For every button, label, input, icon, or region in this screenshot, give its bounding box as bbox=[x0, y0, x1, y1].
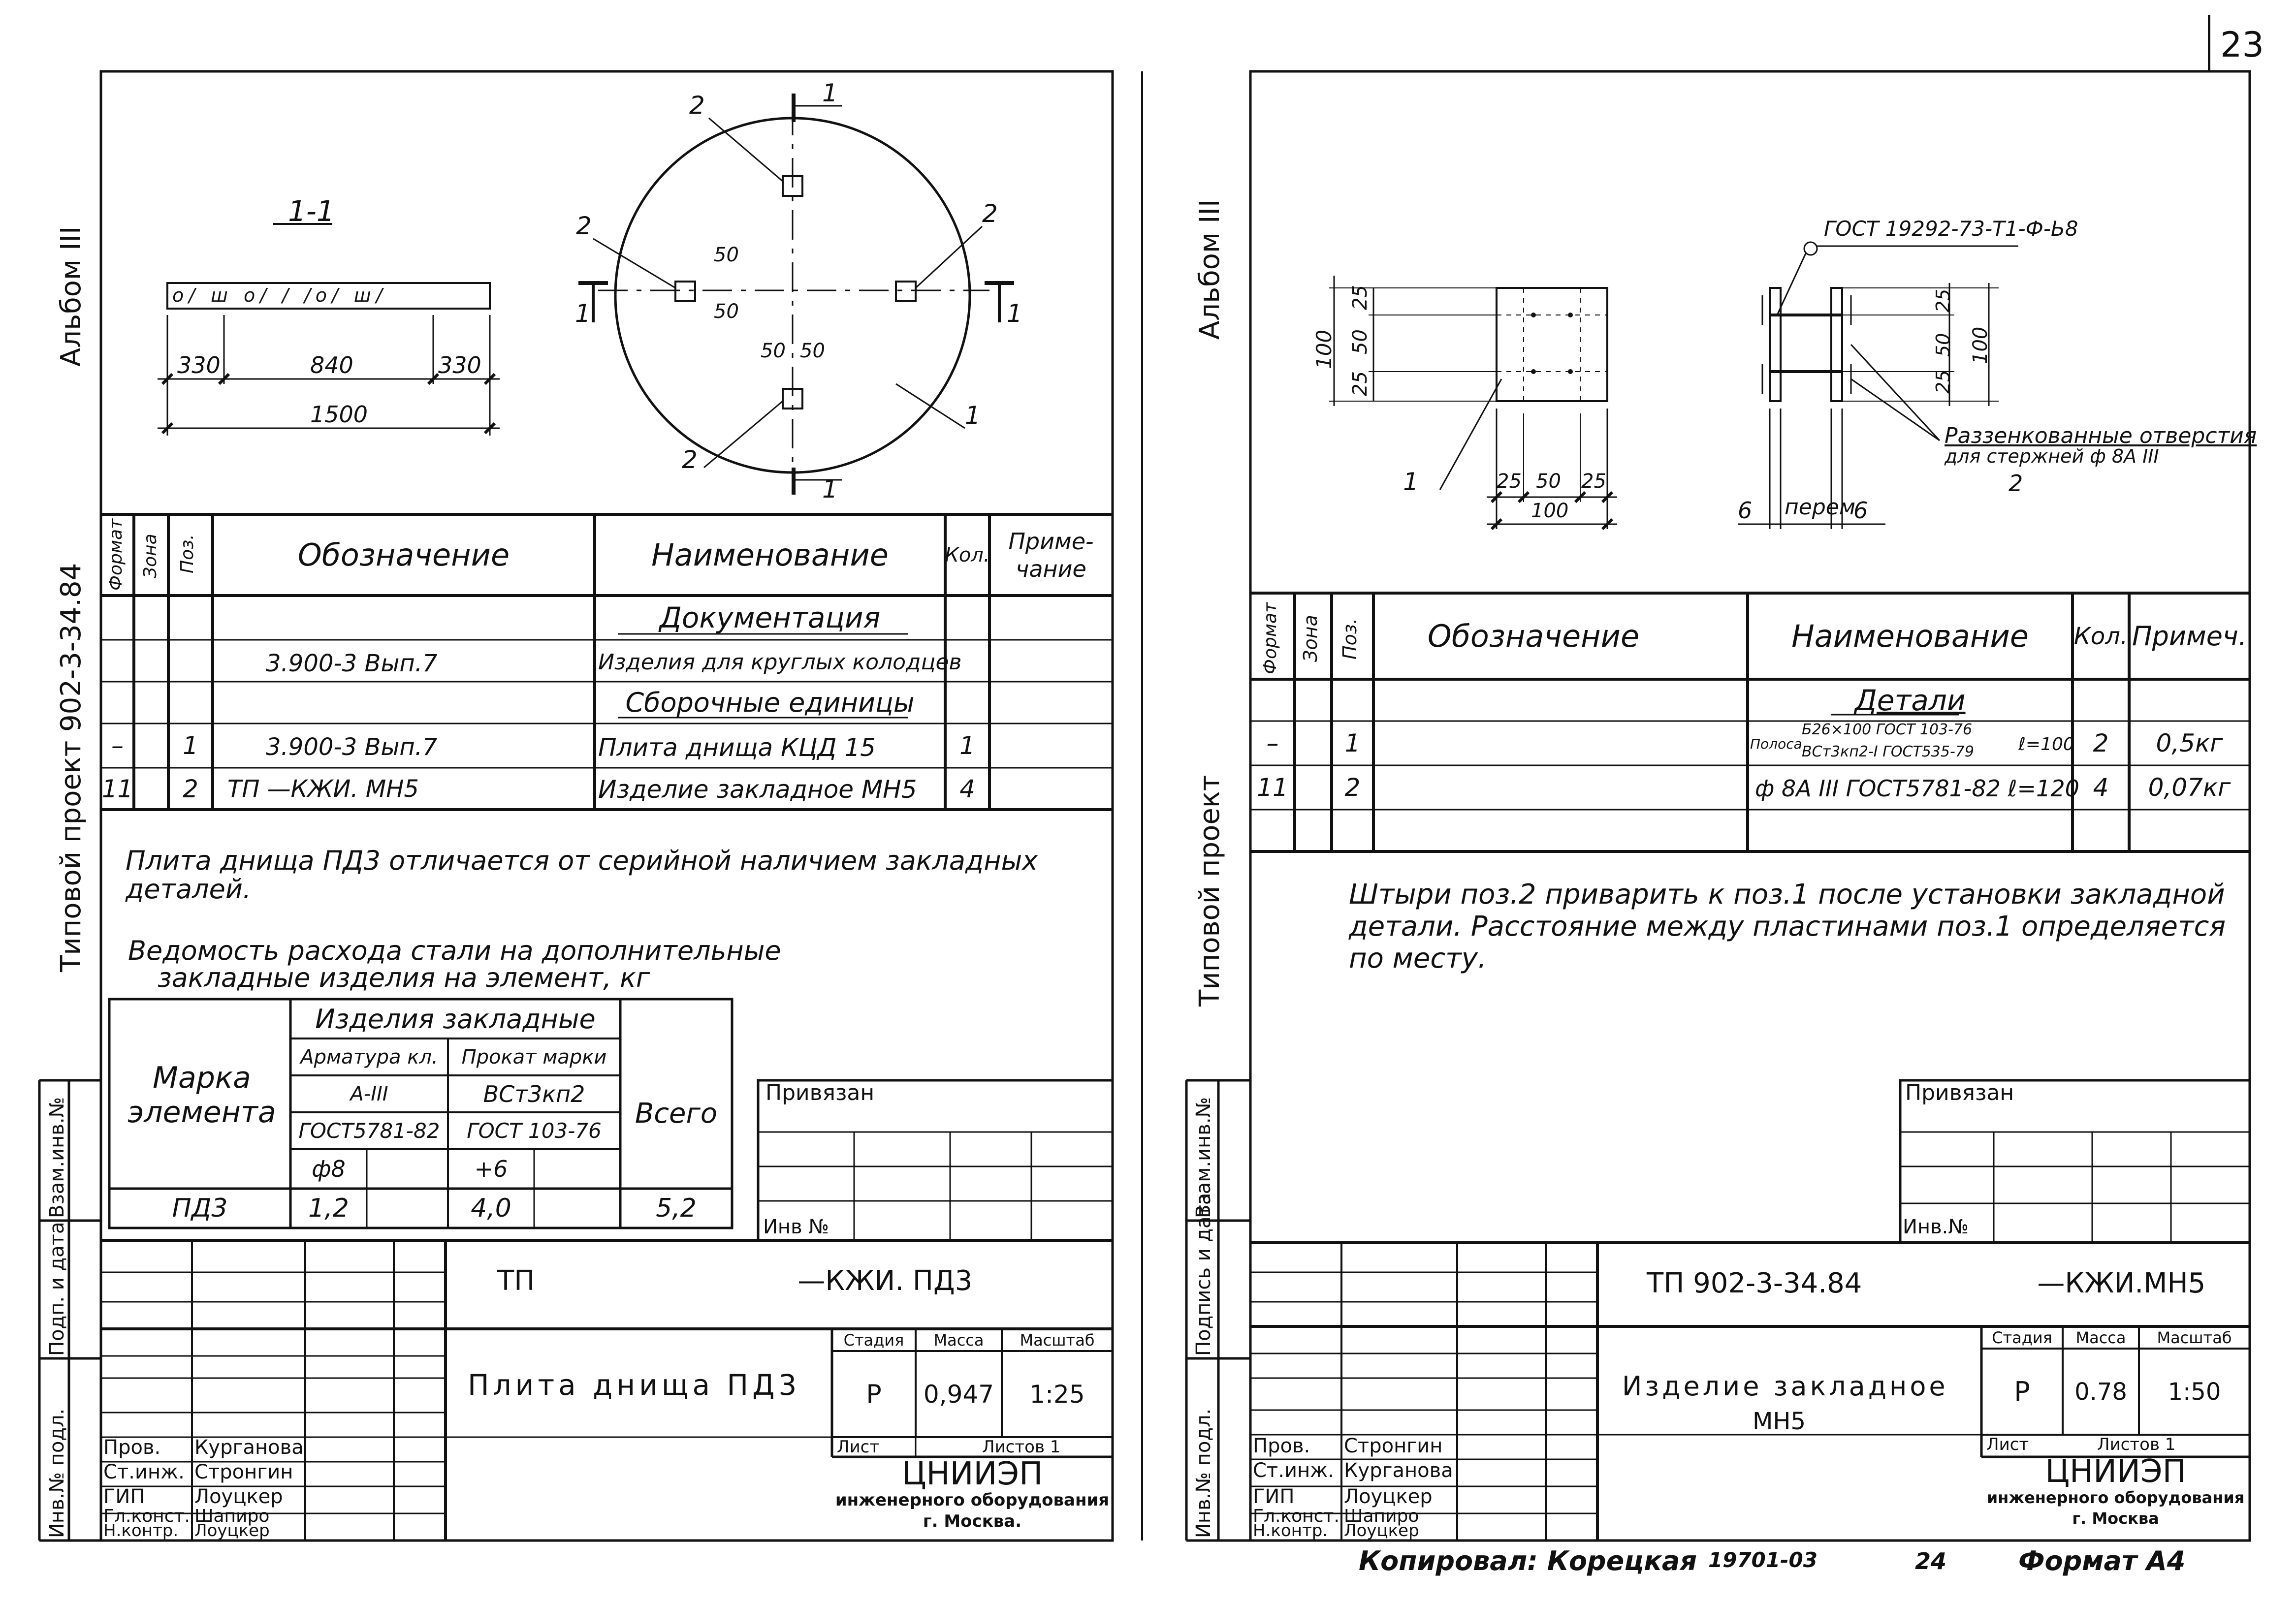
section-title: 1-1 bbox=[288, 194, 335, 228]
vdim-right-25a: 25 bbox=[1932, 288, 1954, 313]
vdim-right-25b: 25 bbox=[1932, 370, 1954, 394]
left-role: Ст.инж. bbox=[103, 1461, 185, 1483]
left-tb-stage: Р bbox=[866, 1379, 882, 1409]
left-role: ГИП bbox=[103, 1485, 145, 1508]
right-side-vzam: Взам.инв.№ bbox=[1192, 1097, 1215, 1218]
right-side-inv-sub: Инв.№ подл. bbox=[1192, 1408, 1215, 1538]
r-spec-header-format: Формат bbox=[1260, 602, 1280, 674]
left-role-name: Лоуцкер bbox=[194, 1521, 270, 1541]
left-side-album: Альбом III bbox=[55, 226, 87, 367]
r-spec-row-format: 11 bbox=[1257, 773, 1288, 802]
plan-dim-50-b: 50 bbox=[714, 300, 739, 323]
right-privyazan: Привязан bbox=[1905, 1080, 2014, 1105]
r-spec-header-note: Примеч. bbox=[2132, 621, 2247, 652]
vdim-right-100: 100 bbox=[1969, 326, 1992, 364]
steel-row-v1: 1,2 bbox=[308, 1194, 349, 1223]
vdim-left-100: 100 bbox=[1312, 329, 1336, 369]
steel-title-1: Ведомость расхода стали на дополнительные bbox=[128, 935, 781, 966]
left-side-sign-date: Подп. и дата bbox=[46, 1222, 68, 1356]
left-role: Н.контр. bbox=[103, 1521, 179, 1541]
spec-row-pos: 2 bbox=[183, 774, 198, 803]
spec-header-zone: Зона bbox=[140, 534, 160, 578]
spec-header-name: Наименование bbox=[651, 537, 889, 573]
hdim-50: 50 bbox=[1536, 470, 1561, 493]
plan-dim-50-d: 50 bbox=[800, 340, 825, 362]
right-tb-stage-h: Стадия bbox=[1992, 1328, 2052, 1347]
pos-label-bottom: 2 bbox=[682, 445, 698, 474]
spec-row-name: Документация bbox=[659, 601, 881, 634]
right-side-album: Альбом III bbox=[1194, 199, 1226, 340]
right-pos1-label: 1 bbox=[1403, 468, 1419, 496]
right-role: ГИП bbox=[1253, 1485, 1295, 1508]
right-role: Пров. bbox=[1253, 1435, 1310, 1457]
spec-row-name: Сборочные единицы bbox=[625, 687, 915, 718]
spec-row-name: Изделие закладное МН5 bbox=[598, 775, 917, 804]
pos-label-right: 2 bbox=[982, 199, 998, 228]
right-tb-sheets-h: Листов 1 bbox=[2097, 1435, 2176, 1454]
right-tb-org2: инженерного оборудования bbox=[1986, 1488, 2245, 1507]
spec-row-qty: 4 bbox=[959, 774, 975, 803]
spec-header-format: Формат bbox=[106, 518, 126, 591]
pos-label-left: 2 bbox=[576, 212, 592, 240]
r-spec-row-pos: 1 bbox=[1344, 729, 1361, 757]
left-tb-mass: 0,947 bbox=[923, 1380, 994, 1409]
steel-col1-class: А-III bbox=[350, 1082, 388, 1105]
hdim-100: 100 bbox=[1531, 500, 1569, 522]
right-tb-org3: г. Москва bbox=[2072, 1509, 2159, 1528]
pos-label-plate: 1 bbox=[965, 401, 981, 430]
steel-group-header: Изделия закладные bbox=[315, 1003, 596, 1035]
steel-title-2: закладные изделия на элемент, кг bbox=[158, 962, 650, 993]
left-note: Плита днища ПД3 отличается от серийной наличием закладных деталей. bbox=[126, 845, 1038, 905]
left-side-inv-sub: Инв.№ подл. bbox=[46, 1408, 68, 1538]
section-hatch: о/ ш о/ / /о/ ш/ bbox=[172, 284, 387, 306]
r-spec-row-name-top: Б26×100 ГОСТ 103-76 bbox=[1802, 721, 1973, 738]
right-inv-no: Инв.№ bbox=[1903, 1216, 1969, 1238]
right-pos2-label: 2 bbox=[2009, 470, 2023, 497]
right-tb-org1: ЦНИИЭП bbox=[2045, 1453, 2186, 1490]
steel-col1-dia: ф8 bbox=[312, 1156, 346, 1182]
right-tb-stage: Р bbox=[2014, 1376, 2030, 1407]
left-inv-no: Инв № bbox=[763, 1216, 829, 1238]
steel-row-total: 5,2 bbox=[656, 1194, 697, 1223]
dim-1500: 1500 bbox=[310, 401, 368, 428]
left-role-name: Курганова bbox=[194, 1436, 304, 1459]
left-role: Пров. bbox=[103, 1436, 161, 1459]
footer-format: Формат А4 bbox=[2018, 1545, 2186, 1576]
r-spec-header-name: Наименование bbox=[1791, 618, 2029, 654]
hatch-dots bbox=[1531, 313, 1573, 374]
right-tb-sheet-h: Лист bbox=[1986, 1435, 2029, 1454]
steel-total-header: Всего bbox=[635, 1098, 718, 1130]
r-spec-header-designation: Обозначение bbox=[1427, 618, 1640, 654]
spec-row-designation: ТП —КЖИ. МН5 bbox=[227, 775, 419, 803]
cut-label-top: 1 bbox=[822, 79, 838, 107]
steel-col1-gost: ГОСТ5781-82 bbox=[298, 1119, 440, 1143]
spec-row-qty: 1 bbox=[959, 731, 975, 760]
cut-label-left: 1 bbox=[575, 299, 591, 328]
right-role-name: Шапиро bbox=[1344, 1506, 1419, 1526]
right-side-project: Типовой проект bbox=[1194, 775, 1226, 1006]
left-tb-sheets-h: Листов 1 bbox=[982, 1437, 1061, 1457]
left-role-name: Лоуцкер bbox=[194, 1485, 283, 1508]
r-spec-section: Детали bbox=[1854, 683, 1966, 717]
left-tb-title: Плита днища ПД3 bbox=[468, 1368, 801, 1402]
right-tb-scale-h: Масштаб bbox=[2157, 1328, 2232, 1347]
left-side-vzam: Взам.инв.№ bbox=[46, 1097, 68, 1218]
vdim-left-25b: 25 bbox=[1349, 285, 1371, 310]
steel-col1-header: Арматура кл. bbox=[300, 1045, 438, 1069]
right-role-name: Стронгин bbox=[1344, 1435, 1443, 1457]
holes-label-2: для стержней ф 8А III bbox=[1945, 445, 2159, 467]
right-tb-mass-h: Масса bbox=[2075, 1328, 2126, 1347]
spec-row-name: Изделия для круглых колодцев bbox=[598, 650, 962, 675]
plan-dim-50-c: 50 bbox=[761, 340, 786, 362]
r-spec-row-pos: 2 bbox=[1344, 773, 1361, 802]
right-tb-code: ТП 902-3-34.84 —КЖИ.МН5 bbox=[1647, 1267, 2206, 1299]
r-spec-row-note: 0,07кг bbox=[2148, 773, 2231, 802]
steel-row-v2: 4,0 bbox=[471, 1194, 511, 1223]
r-spec-header-zone: Зона bbox=[1300, 615, 1321, 662]
right-role-name: Курганова bbox=[1344, 1459, 1453, 1482]
spec-header-designation: Обозначение bbox=[297, 537, 510, 573]
cut-label-bottom: 1 bbox=[822, 475, 838, 503]
right-tb-title-1: Изделие закладное bbox=[1622, 1371, 1948, 1402]
left-tb-code: ТП —КЖИ. ПД3 bbox=[497, 1265, 973, 1297]
spec-header-qty: Кол. bbox=[945, 543, 990, 566]
right-tb-mass: 0.78 bbox=[2074, 1378, 2127, 1406]
left-tb-org1: ЦНИИЭП bbox=[901, 1456, 1043, 1492]
right-role-name: Лоуцкер bbox=[1344, 1485, 1433, 1508]
r-spec-row-name-suffix: ℓ=100 bbox=[2018, 734, 2074, 755]
dim-840: 840 bbox=[310, 352, 353, 378]
footer-order: 19701-03 bbox=[1708, 1548, 1818, 1572]
left-role-name: Стронгин bbox=[194, 1461, 293, 1483]
vdim-right-50: 50 bbox=[1932, 333, 1954, 357]
spec-row-format: 11 bbox=[101, 774, 133, 803]
left-side-project: Типовой проект 902-3-34.84 bbox=[55, 563, 87, 972]
right-note-3: по месту. bbox=[1349, 943, 1487, 975]
r-spec-row-name-bottom: ВСт3кп2-I ГОСТ535-79 bbox=[1802, 743, 1974, 760]
r-spec-row-qty: 2 bbox=[2093, 729, 2109, 757]
spec-row-pos: 1 bbox=[183, 731, 198, 760]
steel-col2-class: ВСт3кп2 bbox=[483, 1080, 585, 1107]
perem-dim-6a: 6 bbox=[1738, 497, 1753, 524]
r-spec-row-note: 0,5кг bbox=[2156, 729, 2223, 757]
spec-header-note: Приме-чание bbox=[1008, 528, 1094, 582]
left-tb-org2: инженерного оборудования bbox=[835, 1490, 1110, 1510]
steel-mark-header: Марка элемента bbox=[128, 1061, 276, 1130]
cut-label-right: 1 bbox=[1007, 299, 1022, 328]
holes-label-1: Раззенкованные отверстия bbox=[1945, 423, 2257, 448]
pos-label-top: 2 bbox=[689, 91, 705, 120]
steel-col2-gost: ГОСТ 103-76 bbox=[467, 1119, 602, 1143]
dim-330-right: 330 bbox=[438, 352, 481, 378]
right-role: Ст.инж. bbox=[1253, 1459, 1334, 1482]
left-tb-scale: 1:25 bbox=[1029, 1380, 1085, 1409]
footer-copied: Копировал: Корецкая bbox=[1359, 1545, 1697, 1576]
footer-sheet-num: 24 bbox=[1915, 1548, 1947, 1574]
r-spec-row-qty: 4 bbox=[2093, 773, 2109, 802]
r-spec-row-name-prefix: Полоса bbox=[1750, 736, 1802, 752]
left-tb-scale-h: Масштаб bbox=[1020, 1330, 1095, 1350]
vdim-left-25a: 25 bbox=[1349, 371, 1371, 396]
right-note-2: детали. Расстояние между пластинами поз.1 определяется bbox=[1349, 911, 2226, 943]
right-role: Н.контр. bbox=[1253, 1521, 1328, 1541]
left-tb-org3: г. Москва. bbox=[923, 1511, 1022, 1531]
r-spec-header-pos: Поз. bbox=[1339, 618, 1361, 660]
plan-dim-50-a: 50 bbox=[714, 244, 739, 266]
left-role-name: Шапиро bbox=[194, 1506, 270, 1526]
steel-row-mark: ПД3 bbox=[172, 1194, 228, 1223]
r-spec-header-qty: Кол. bbox=[2073, 622, 2128, 650]
steel-col2-header: Прокат марки bbox=[461, 1045, 607, 1069]
spec-row-designation: 3.900-3 Вып.7 bbox=[266, 733, 438, 761]
spec-header-pos: Поз. bbox=[177, 534, 197, 573]
hdim-25b: 25 bbox=[1581, 470, 1606, 493]
right-role: Гл.конст. bbox=[1253, 1506, 1339, 1526]
right-side-sign-date: Подпись и дата bbox=[1192, 1193, 1215, 1356]
left-role: Гл.конст. bbox=[103, 1506, 190, 1526]
r-spec-row-format: – bbox=[1266, 729, 1279, 757]
left-tb-mass-h: Масса bbox=[933, 1330, 984, 1350]
hdim-25a: 25 bbox=[1497, 470, 1522, 493]
left-tb-sheet-h: Лист bbox=[837, 1437, 880, 1457]
dim-330-left: 330 bbox=[177, 352, 221, 378]
perem-dim-label: перем bbox=[1785, 495, 1856, 520]
right-tb-title-2: МН5 bbox=[1753, 1408, 1806, 1435]
vdim-left-50: 50 bbox=[1349, 329, 1371, 354]
spec-row-format: – bbox=[111, 731, 124, 760]
left-privyazan: Привязан bbox=[765, 1080, 875, 1105]
perem-dim-6b: 6 bbox=[1853, 497, 1868, 524]
page-number: 23 bbox=[2220, 25, 2264, 65]
steel-col2-dia: +6 bbox=[474, 1156, 508, 1182]
r-spec-row-name: ф 8А III ГОСТ5781-82 ℓ=120 bbox=[1755, 775, 2079, 802]
spec-row-name: Плита днища КЦД 15 bbox=[598, 733, 876, 762]
right-role-name: Лоуцкер bbox=[1344, 1521, 1419, 1541]
right-note-1: Штыри поз.2 приварить к поз.1 после установки закладной bbox=[1349, 879, 2225, 911]
right-tb-scale: 1:50 bbox=[2168, 1378, 2221, 1406]
spec-row-designation: 3.900-3 Вып.7 bbox=[266, 650, 438, 677]
left-tb-stage-h: Стадия bbox=[843, 1330, 904, 1350]
gost-weld-label: ГОСТ 19292-73-Т1-Ф-Ь8 bbox=[1824, 217, 2078, 241]
